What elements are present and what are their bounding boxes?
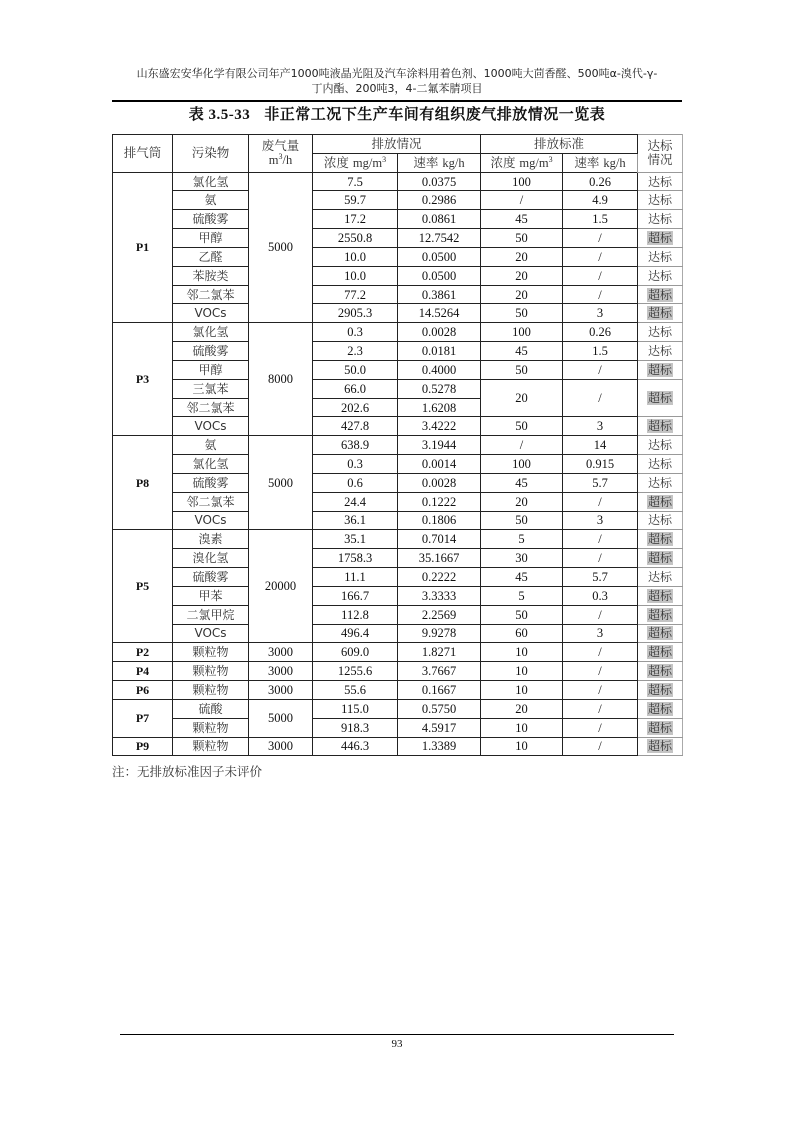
compliant-label: 达标 <box>648 268 673 283</box>
compliant-label: 达标 <box>648 249 673 264</box>
table-row <box>113 229 683 248</box>
table-row <box>113 473 683 492</box>
rate-cell: 0.0028 <box>398 473 481 492</box>
header-emission-group: 排放情况 <box>313 135 481 154</box>
status-cell <box>638 681 683 700</box>
exceed-badge: 超标 <box>648 306 673 321</box>
stack-cell: P3 <box>113 323 173 436</box>
rate-cell: 1.3389 <box>398 737 481 756</box>
conc-cell: 2550.8 <box>313 229 398 248</box>
compliant-label: 达标 <box>648 174 673 189</box>
rate-cell: 12.7542 <box>398 229 481 248</box>
flow-cell: 8000 <box>249 323 313 436</box>
status-cell <box>638 643 683 662</box>
conc-cell: 11.1 <box>313 568 398 587</box>
std-conc-cell: 50 <box>481 511 563 530</box>
std-rate-cell: / <box>563 643 638 662</box>
status-cell <box>638 323 683 342</box>
header-std-rate: 速率 kg/h <box>563 153 638 172</box>
std-rate-cell: 0.3 <box>563 586 638 605</box>
pollutant-cell: 甲醇 <box>173 229 249 248</box>
table-row <box>113 210 683 229</box>
pollutant-cell: VOCs <box>173 304 249 323</box>
std-conc-cell: 5 <box>481 586 563 605</box>
table-row <box>113 662 683 681</box>
header-pollutant: 污染物 <box>173 135 249 173</box>
std-conc-cell: 50 <box>481 417 563 436</box>
status-cell <box>638 699 683 718</box>
exceed-badge: 超标 <box>648 287 673 302</box>
table-row <box>113 530 683 549</box>
status-cell <box>638 492 683 511</box>
rate-cell: 0.1222 <box>398 492 481 511</box>
std-rate-cell: / <box>563 379 638 417</box>
pollutant-cell: 溴化氢 <box>173 549 249 568</box>
table-row <box>113 605 683 624</box>
conc-cell: 609.0 <box>313 643 398 662</box>
std-rate-cell: 5.7 <box>563 473 638 492</box>
pollutant-cell: 氯化氢 <box>173 323 249 342</box>
std-conc-cell: 45 <box>481 210 563 229</box>
std-rate-cell: / <box>563 737 638 756</box>
rate-cell: 4.5917 <box>398 718 481 737</box>
std-conc-cell: / <box>481 191 563 210</box>
std-rate-cell: / <box>563 549 638 568</box>
exceed-badge: 超标 <box>648 720 673 735</box>
rate-cell: 0.3861 <box>398 285 481 304</box>
conc-cell: 77.2 <box>313 285 398 304</box>
exceed-badge: 超标 <box>648 362 673 377</box>
status-cell <box>638 737 683 756</box>
table-row <box>113 699 683 718</box>
conc-cell: 35.1 <box>313 530 398 549</box>
status-cell <box>638 549 683 568</box>
exceed-badge: 超标 <box>648 701 673 716</box>
conc-cell: 10.0 <box>313 247 398 266</box>
rate-cell: 3.4222 <box>398 417 481 436</box>
rate-cell: 0.0181 <box>398 342 481 361</box>
pollutant-cell: VOCs <box>173 624 249 643</box>
std-conc-cell: 100 <box>481 455 563 474</box>
std-conc-cell: 45 <box>481 473 563 492</box>
rate-cell: 0.0861 <box>398 210 481 229</box>
std-rate-cell: / <box>563 285 638 304</box>
header-std-conc: 浓度 $mg/m^3$ <box>481 153 563 172</box>
table-row <box>113 360 683 379</box>
exceed-badge: 超标 <box>648 626 673 641</box>
conc-cell: 0.6 <box>313 473 398 492</box>
conc-cell: 496.4 <box>313 624 398 643</box>
std-conc-cell: 30 <box>481 549 563 568</box>
std-conc-cell: 50 <box>481 229 563 248</box>
rate-cell: 0.0500 <box>398 247 481 266</box>
compliant-label: 达标 <box>648 438 673 453</box>
footer-rule <box>120 1034 674 1035</box>
stack-cell: P5 <box>113 530 173 643</box>
status-cell <box>638 266 683 285</box>
std-conc-cell: 45 <box>481 342 563 361</box>
rate-cell: 0.0375 <box>398 172 481 191</box>
pollutant-cell: 邻二氯苯 <box>173 492 249 511</box>
status-cell <box>638 473 683 492</box>
stack-cell: P7 <box>113 699 173 737</box>
status-cell <box>638 229 683 248</box>
table-row <box>113 492 683 511</box>
std-rate-cell: 4.9 <box>563 191 638 210</box>
status-cell <box>638 530 683 549</box>
rate-cell: 0.0028 <box>398 323 481 342</box>
exceed-badge: 超标 <box>648 551 673 566</box>
table-row <box>113 285 683 304</box>
std-rate-cell: / <box>563 530 638 549</box>
rate-cell: 1.6208 <box>398 398 481 417</box>
std-rate-cell: 1.5 <box>563 342 638 361</box>
pollutant-cell: VOCs <box>173 511 249 530</box>
status-cell <box>638 191 683 210</box>
conc-cell: 59.7 <box>313 191 398 210</box>
stack-cell: P6 <box>113 681 173 700</box>
flow-cell: 5000 <box>249 172 313 323</box>
conc-cell: 10.0 <box>313 266 398 285</box>
pollutant-cell: 二氯甲烷 <box>173 605 249 624</box>
compliant-label: 达标 <box>648 325 673 340</box>
flow-cell: 3000 <box>249 643 313 662</box>
running-header <box>112 66 682 96</box>
table-title <box>112 104 682 125</box>
status-cell <box>638 511 683 530</box>
compliant-label: 达标 <box>648 193 673 208</box>
pollutant-cell: 颗粒物 <box>173 718 249 737</box>
std-conc-cell: 20 <box>481 379 563 417</box>
conc-cell: 638.9 <box>313 436 398 455</box>
std-rate-cell: 3 <box>563 304 638 323</box>
table-row <box>113 191 683 210</box>
emission-table <box>112 134 683 756</box>
conc-cell: 0.3 <box>313 323 398 342</box>
conc-cell: 1758.3 <box>313 549 398 568</box>
compliant-label: 达标 <box>648 212 673 227</box>
status-cell <box>638 379 683 417</box>
header-flow-unit: $m^3/h$ <box>268 152 293 168</box>
table-row <box>113 342 683 361</box>
conc-cell: 115.0 <box>313 699 398 718</box>
flow-cell: 5000 <box>249 699 313 737</box>
status-cell <box>638 586 683 605</box>
header-status-line-2: 情况 <box>647 152 673 168</box>
flow-cell: 5000 <box>249 436 313 530</box>
std-rate-cell: 0.915 <box>563 455 638 474</box>
header-flow <box>249 135 313 173</box>
status-cell <box>638 455 683 474</box>
exceed-badge: 超标 <box>648 419 673 434</box>
conc-cell: 427.8 <box>313 417 398 436</box>
table-row <box>113 737 683 756</box>
header-rule <box>112 100 682 102</box>
pollutant-cell: VOCs <box>173 417 249 436</box>
compliant-label: 达标 <box>648 344 673 359</box>
table-number: 表 3.5-33 <box>188 107 251 123</box>
pollutant-cell: 颗粒物 <box>173 662 249 681</box>
std-rate-cell: / <box>563 492 638 511</box>
std-rate-cell: / <box>563 360 638 379</box>
pollutant-cell: 硫酸 <box>173 699 249 718</box>
rate-cell: 3.3333 <box>398 586 481 605</box>
table-row <box>113 718 683 737</box>
pollutant-cell: 苯胺类 <box>173 266 249 285</box>
table-row <box>113 436 683 455</box>
std-conc-cell: 10 <box>481 737 563 756</box>
rate-cell: 0.1667 <box>398 681 481 700</box>
table-row <box>113 455 683 474</box>
rate-cell: 9.9278 <box>398 624 481 643</box>
table-title-text: 非正常工况下生产车间有组织废气排放情况一览表 <box>264 105 606 123</box>
rate-cell: 0.5750 <box>398 699 481 718</box>
status-cell <box>638 436 683 455</box>
status-cell <box>638 417 683 436</box>
table-row <box>113 247 683 266</box>
exceed-badge: 超标 <box>648 532 673 547</box>
pollutant-cell: 颗粒物 <box>173 643 249 662</box>
rate-cell: 35.1667 <box>398 549 481 568</box>
table-row <box>113 417 683 436</box>
std-rate-cell: / <box>563 229 638 248</box>
status-cell <box>638 342 683 361</box>
compliant-label: 达标 <box>648 569 673 584</box>
pollutant-cell: 氯化氢 <box>173 172 249 191</box>
table-note: 注：无排放标准因子未评价 <box>112 764 263 779</box>
pollutant-cell: 硫酸雾 <box>173 473 249 492</box>
conc-cell: 36.1 <box>313 511 398 530</box>
std-rate-cell: / <box>563 266 638 285</box>
header-status <box>638 135 683 173</box>
exceed-badge: 超标 <box>648 588 673 603</box>
pollutant-cell: 氨 <box>173 436 249 455</box>
std-rate-cell: / <box>563 605 638 624</box>
conc-cell: 7.5 <box>313 172 398 191</box>
std-rate-cell: 1.5 <box>563 210 638 229</box>
pollutant-cell: 三氯苯 <box>173 379 249 398</box>
rate-cell: 14.5264 <box>398 304 481 323</box>
flow-cell: 3000 <box>249 737 313 756</box>
rate-cell: 0.1806 <box>398 511 481 530</box>
std-rate-cell: / <box>563 699 638 718</box>
std-conc-cell: / <box>481 436 563 455</box>
header-status-line-1: 达标 <box>647 138 673 154</box>
pollutant-cell: 甲苯 <box>173 586 249 605</box>
std-rate-cell: / <box>563 247 638 266</box>
header-conc: 浓度 $mg/m^3$ <box>313 153 398 172</box>
status-cell <box>638 285 683 304</box>
pollutant-cell: 氨 <box>173 191 249 210</box>
exceed-badge: 超标 <box>648 664 673 679</box>
pollutant-cell: 氯化氢 <box>173 455 249 474</box>
std-conc-cell: 10 <box>481 662 563 681</box>
std-rate-cell: / <box>563 718 638 737</box>
stack-cell: P9 <box>113 737 173 756</box>
table-row <box>113 323 683 342</box>
conc-cell: 202.6 <box>313 398 398 417</box>
std-conc-cell: 10 <box>481 643 563 662</box>
pollutant-cell: 溴素 <box>173 530 249 549</box>
std-rate-cell: / <box>563 681 638 700</box>
conc-cell: 918.3 <box>313 718 398 737</box>
conc-cell: 55.6 <box>313 681 398 700</box>
exceed-badge: 超标 <box>648 739 673 754</box>
rate-cell: 0.5278 <box>398 379 481 398</box>
std-conc-cell: 20 <box>481 699 563 718</box>
status-cell <box>638 568 683 587</box>
stack-cell: P8 <box>113 436 173 530</box>
conc-cell: 24.4 <box>313 492 398 511</box>
table-row <box>113 266 683 285</box>
pollutant-cell: 颗粒物 <box>173 681 249 700</box>
table-row <box>113 643 683 662</box>
rate-cell: 2.2569 <box>398 605 481 624</box>
stack-cell: P4 <box>113 662 173 681</box>
header-flow-label: 废气量 <box>261 138 300 154</box>
status-cell <box>638 172 683 191</box>
running-header-line-2: 丁内酯、200吨3，4-二氟苯腈项目 <box>311 82 483 95</box>
exceed-badge: 超标 <box>648 607 673 622</box>
header-standard-group: 排放标准 <box>481 135 638 154</box>
pollutant-cell: 硫酸雾 <box>173 342 249 361</box>
exceed-badge: 超标 <box>648 391 673 406</box>
flow-cell: 20000 <box>249 530 313 643</box>
pollutant-cell: 邻二氯苯 <box>173 398 249 417</box>
table-row <box>113 304 683 323</box>
std-conc-cell: 50 <box>481 360 563 379</box>
table-row <box>113 511 683 530</box>
std-conc-cell: 10 <box>481 718 563 737</box>
std-conc-cell: 50 <box>481 304 563 323</box>
std-rate-cell: 14 <box>563 436 638 455</box>
exceed-badge: 超标 <box>648 682 673 697</box>
std-conc-cell: 10 <box>481 681 563 700</box>
compliant-label: 达标 <box>648 475 673 490</box>
rate-cell: 0.2222 <box>398 568 481 587</box>
rate-cell: 0.2986 <box>398 191 481 210</box>
std-rate-cell: 0.26 <box>563 172 638 191</box>
header-rate: 速率 kg/h <box>398 153 481 172</box>
conc-cell: 17.2 <box>313 210 398 229</box>
table-row <box>113 624 683 643</box>
std-conc-cell: 100 <box>481 323 563 342</box>
rate-cell: 3.1944 <box>398 436 481 455</box>
conc-cell: 1255.6 <box>313 662 398 681</box>
std-conc-cell: 5 <box>481 530 563 549</box>
conc-cell: 50.0 <box>313 360 398 379</box>
pollutant-cell: 硫酸雾 <box>173 210 249 229</box>
status-cell <box>638 624 683 643</box>
std-rate-cell: 3 <box>563 417 638 436</box>
status-cell <box>638 605 683 624</box>
rate-cell: 0.0500 <box>398 266 481 285</box>
table-row <box>113 681 683 700</box>
exceed-badge: 超标 <box>648 494 673 509</box>
rate-cell: 0.4000 <box>398 360 481 379</box>
stack-cell: P1 <box>113 172 173 323</box>
exceed-badge: 超标 <box>648 231 673 246</box>
table-row <box>113 568 683 587</box>
conc-cell: 166.7 <box>313 586 398 605</box>
std-conc-cell: 45 <box>481 568 563 587</box>
status-cell <box>638 210 683 229</box>
flow-cell: 3000 <box>249 662 313 681</box>
status-cell <box>638 304 683 323</box>
std-rate-cell: 3 <box>563 511 638 530</box>
status-cell <box>638 718 683 737</box>
exceed-badge: 超标 <box>648 645 673 660</box>
rate-cell: 3.7667 <box>398 662 481 681</box>
status-cell <box>638 360 683 379</box>
page-number: 93 <box>391 1038 403 1050</box>
pollutant-cell: 邻二氯苯 <box>173 285 249 304</box>
status-cell <box>638 247 683 266</box>
conc-cell: 446.3 <box>313 737 398 756</box>
std-conc-cell: 20 <box>481 285 563 304</box>
std-rate-cell: 0.26 <box>563 323 638 342</box>
pollutant-cell: 硫酸雾 <box>173 568 249 587</box>
rate-cell: 1.8271 <box>398 643 481 662</box>
std-rate-cell: 3 <box>563 624 638 643</box>
table-row <box>113 379 683 398</box>
compliant-label: 达标 <box>648 513 673 528</box>
std-conc-cell: 20 <box>481 266 563 285</box>
conc-cell: 0.3 <box>313 455 398 474</box>
running-header-line-1: 山东盛宏安华化学有限公司年产1000吨液晶光阻及汽车涂料用着色剂、1000吨大茴香醛、500吨α-溴代-γ- <box>136 67 658 80</box>
header-stack: 排气筒 <box>113 135 173 173</box>
pollutant-cell: 颗粒物 <box>173 737 249 756</box>
std-conc-cell: 50 <box>481 605 563 624</box>
table-row <box>113 172 683 191</box>
std-conc-cell: 60 <box>481 624 563 643</box>
emission-table-body <box>113 172 683 756</box>
conc-cell: 112.8 <box>313 605 398 624</box>
flow-cell: 3000 <box>249 681 313 700</box>
pollutant-cell: 甲醇 <box>173 360 249 379</box>
std-conc-cell: 20 <box>481 492 563 511</box>
std-conc-cell: 100 <box>481 172 563 191</box>
pollutant-cell: 乙醛 <box>173 247 249 266</box>
conc-cell: 66.0 <box>313 379 398 398</box>
stack-cell: P2 <box>113 643 173 662</box>
std-conc-cell: 20 <box>481 247 563 266</box>
compliant-label: 达标 <box>648 456 673 471</box>
table-row <box>113 549 683 568</box>
conc-cell: 2.3 <box>313 342 398 361</box>
std-rate-cell: 5.7 <box>563 568 638 587</box>
rate-cell: 0.7014 <box>398 530 481 549</box>
status-cell <box>638 662 683 681</box>
std-rate-cell: / <box>563 662 638 681</box>
rate-cell: 0.0014 <box>398 455 481 474</box>
conc-cell: 2905.3 <box>313 304 398 323</box>
table-row <box>113 586 683 605</box>
